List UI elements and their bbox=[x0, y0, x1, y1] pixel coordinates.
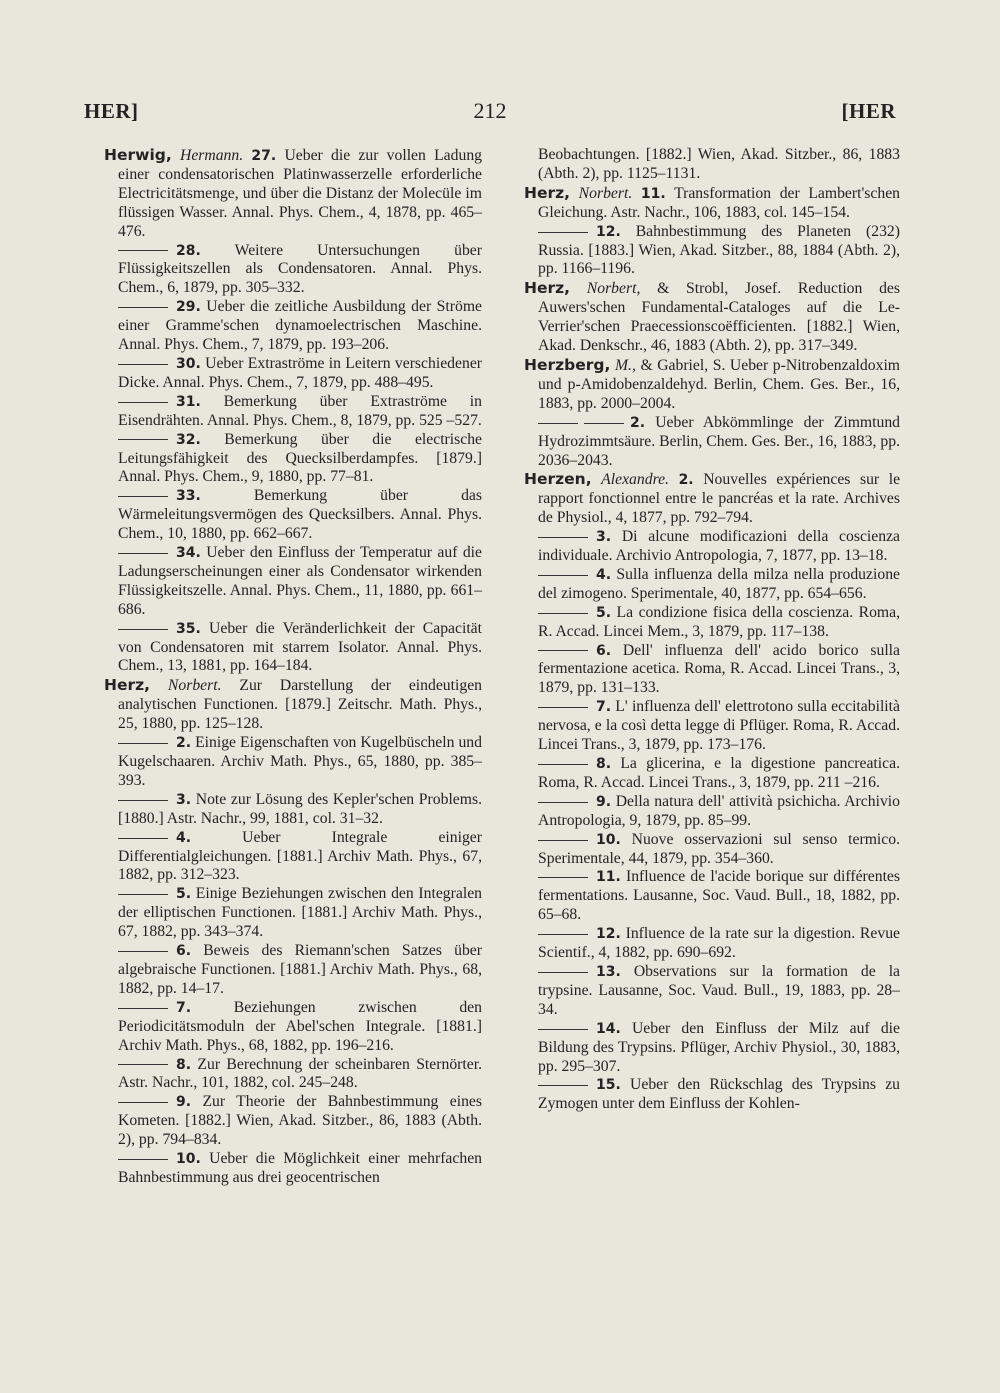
entry-text: Bemerkung über das Wärmeleitungsvermögen des Quecksilbers. Annal. Phys. Chem., 10, 1880, pp. 662–667. bbox=[118, 487, 483, 543]
entry-number: 11. bbox=[640, 185, 666, 202]
ditto-dash bbox=[118, 439, 168, 440]
ditto-dash bbox=[118, 743, 168, 744]
entry-number: 30. bbox=[176, 355, 201, 372]
entry-number: 12. bbox=[596, 926, 621, 943]
entry-number: 29. bbox=[176, 299, 201, 316]
bibliography-entry bbox=[524, 146, 900, 184]
bibliography-entry bbox=[524, 414, 900, 471]
bibliography-entry bbox=[104, 942, 482, 999]
entry-text: Ueber die zeitliche Ausbildung der Ströme einer Gramme'schen dynamoelectrischen Maschine. Annal. Phys. Chem., 7, 1879, pp. 193–206. bbox=[118, 298, 483, 354]
ditto-dash bbox=[538, 707, 588, 708]
bibliography-entry bbox=[524, 223, 900, 280]
author-given-name: Norbert. bbox=[578, 184, 633, 202]
bibliography-entry bbox=[524, 963, 900, 1020]
entry-text: Note zur Lösung des Kepler'schen Problems. [1880.] Astr. Nachr., 99, 1881, col. 31–32. bbox=[118, 790, 482, 827]
entry-text: Influence de l'acide borique sur différentes fermentations. Lausanne, Soc. Vaud. Bull., 18, 1882, pp. 65–68. bbox=[538, 868, 900, 924]
ditto-dash bbox=[538, 764, 588, 765]
entry-number: 10. bbox=[176, 1151, 201, 1168]
bibliography-entry bbox=[524, 642, 900, 699]
entry-number: 33. bbox=[176, 488, 201, 505]
entry-number: 4. bbox=[596, 566, 612, 583]
entry-number: 28. bbox=[176, 242, 201, 259]
entry-number: 3. bbox=[176, 791, 192, 808]
ditto-dash bbox=[538, 802, 588, 803]
entry-text: Beobachtungen. [1882.] Wien, Akad. Sitzber., 86, 1883 (Abth. 2), pp. 1125–1131. bbox=[538, 146, 900, 182]
entry-number: 32. bbox=[176, 431, 201, 448]
entry-text: Della natura dell' attività psichicha. Archivio Antropologia, 9, 1879, pp. 85–99. bbox=[538, 792, 900, 829]
bibliography-entry bbox=[524, 925, 900, 963]
bibliography-entry bbox=[524, 793, 900, 831]
author-name: Herz, bbox=[104, 676, 151, 695]
ditto-dash bbox=[538, 1029, 588, 1030]
bibliography-entry bbox=[104, 355, 482, 393]
entry-number: 13. bbox=[596, 963, 621, 980]
ditto-dash bbox=[118, 553, 168, 554]
entry-text: Weitere Untersuchungen über Flüssigkeitszellen als Condensatoren. Annal. Phys. Chem., 6, 1879, pp. 305–332. bbox=[118, 241, 482, 297]
entry-number: 35. bbox=[176, 620, 201, 637]
entry-number: 5. bbox=[596, 604, 612, 621]
bibliography-entry bbox=[524, 470, 900, 528]
bibliography-entry bbox=[524, 1020, 900, 1077]
entry-text: Influence de la rate sur la digestion. Revue Scientif., 4, 1882, pp. 690–692. bbox=[538, 925, 901, 962]
ditto-dash bbox=[118, 838, 168, 839]
author-given-name: Norbert, bbox=[586, 280, 641, 298]
entry-text: & Strobl, Josef. Reduction des Auwers'schen Fundamental-Cataloges auf die Le-Verrier'schen Praecessionscoëfficienten. [1882.] Wien, Akad. Denkschr., 46, 1883 (Abth. 2), pp. 317–349. bbox=[538, 280, 900, 355]
author-name: Herz, bbox=[524, 279, 571, 298]
bibliography-entry bbox=[104, 999, 482, 1056]
bibliography-entry bbox=[524, 755, 900, 793]
entry-number: 9. bbox=[596, 793, 612, 810]
bibliography-entry bbox=[524, 356, 900, 414]
entry-text: Bemerkung über Extraströme in Eisendrähten. Annal. Phys. Chem., 8, 1879, pp. 525 –527. bbox=[118, 392, 482, 429]
entry-number: 2. bbox=[630, 414, 646, 431]
entry-number: 6. bbox=[176, 943, 192, 960]
bibliography-entry bbox=[104, 431, 482, 488]
entry-number: 7. bbox=[596, 699, 612, 716]
entry-text: Nuove osservazioni sul senso termico. Sperimentale, 44, 1879, pp. 354–360. bbox=[538, 830, 900, 867]
entry-number: 34. bbox=[176, 545, 201, 562]
entry-number: 14. bbox=[596, 1020, 621, 1037]
bibliography-entry bbox=[524, 831, 900, 869]
bibliography-entry bbox=[104, 544, 482, 620]
entry-text: Ueber die Veränderlichkeit der Capacität von Condensatoren mit starrem Isolator. Annal. Phys. Chem., 13, 1881, pp. 164–184. bbox=[118, 619, 482, 675]
entry-text: Einige Eigenschaften von Kugelbüscheln und Kugelschaaren. Archiv Math. Phys., 65, 1880, pp. 385–393. bbox=[118, 734, 482, 789]
ditto-dash bbox=[118, 496, 168, 497]
bibliography-entry bbox=[104, 487, 482, 544]
entry-number: 12. bbox=[596, 223, 621, 240]
entry-number: 6. bbox=[596, 642, 612, 659]
bibliography-entry bbox=[104, 146, 482, 242]
entry-number: 3. bbox=[596, 529, 612, 546]
entry-text: Ueber den Einfluss der Milz auf die Bildung des Trypsins. Pflüger, Archiv Physiol., 30, 1883, pp. 295–307. bbox=[538, 1019, 901, 1075]
ditto-dash bbox=[538, 423, 578, 424]
entry-number: 11. bbox=[596, 869, 621, 886]
author-given-name: M., bbox=[614, 356, 636, 374]
ditto-dash bbox=[538, 650, 588, 651]
entry-text: La condizione fisica della coscienza. Roma, R. Accad. Lincei Mem., 3, 1879, pp. 117–138. bbox=[538, 603, 901, 640]
entry-text: Sulla influenza della milza nella produzione del zimogeno. Sperimentale, 40, 1877, pp. 654–656. bbox=[538, 565, 901, 602]
entry-text: Ueber Integrale einiger Differentialgleichungen. [1881.] Archiv Math. Phys., 67, 1882, pp. 312–323. bbox=[118, 828, 482, 884]
ditto-dash bbox=[538, 1085, 588, 1086]
bibliography-entry bbox=[524, 868, 900, 925]
bibliography-entry bbox=[104, 885, 482, 942]
left-column bbox=[104, 146, 482, 1188]
entry-text: La glicerina, e la digestione pancreatica. Roma, R. Accad. Lincei Trans., 3, 1879, pp. 211 –216. bbox=[538, 755, 900, 791]
entry-text: Bemerkung über die electrische Leitungsfähigkeit des Quecksilberdampfes. [1879.] Annal. Phys. Chem., 9, 1880, pp. 77–81. bbox=[118, 430, 483, 486]
entry-text: Einige Beziehungen zwischen den Integralen der elliptischen Functionen. [1881.] Archiv Math. Phys., 67, 1882, pp. 343–374. bbox=[118, 885, 482, 941]
bibliography-entry bbox=[524, 1076, 900, 1114]
entry-text: Observations sur la formation de la trypsine. Lausanne, Soc. Vaud. Bull., 19, 1883, pp. 28–34. bbox=[538, 962, 901, 1018]
author-given-name: Hermann. bbox=[179, 147, 244, 164]
ditto-dash bbox=[538, 613, 588, 614]
entry-text: Zur Theorie der Bahnbestimmung eines Kometen. [1882.] Wien, Akad. Sitzber., 86, 1883 (Abth. 2), pp. 794–834. bbox=[118, 1093, 482, 1149]
ditto-dash bbox=[538, 934, 588, 935]
entry-text: & Gabriel, S. Ueber p-Nitrobenzaldoxim und p-Amidobenzaldehyd. Berlin, Chem. Ges. Ber., 16, 1883, pp. 2000–2004. bbox=[538, 356, 901, 412]
bibliography-entry bbox=[104, 1056, 482, 1094]
entry-text: Ueber die zur vollen Ladung einer condensatorischen Platinwasserzelle erforderliche Electricitätsmenge, und über die Distanz der Molecüle im flüssigen Wasser. Annal. Phys. Chem., 4, 1878, pp. 465–476. bbox=[118, 147, 483, 240]
bibliography-entry bbox=[524, 184, 900, 223]
entry-text: Nouvelles expériences sur le rapport fonctionnel entre le pancréas et la rate. Archives de Physiol., 4, 1877, pp. 792–794. bbox=[538, 471, 901, 527]
bibliography-entry bbox=[104, 298, 482, 355]
header-left: HER] bbox=[84, 99, 139, 123]
author-name: Herzberg, bbox=[524, 355, 611, 374]
bibliography-entry bbox=[524, 279, 900, 356]
ditto-dash bbox=[538, 877, 588, 878]
entry-text: Ueber den Rückschlag des Trypsins zu Zymogen unter dem Einfluss der Kohlen- bbox=[538, 1076, 901, 1113]
ditto-dash bbox=[118, 402, 168, 403]
entry-text: Ueber die Möglichkeit einer mehrfachen Bahnbestimmung aus drei geocentrischen bbox=[118, 1150, 482, 1186]
author-given-name: Alexandre. bbox=[601, 471, 669, 489]
author-name: Herzen, bbox=[524, 470, 592, 489]
ditto-dash bbox=[538, 232, 588, 233]
entry-text: Bahnbestimmung des Planeten (232) Russia. [1883.] Wien, Akad. Sitzber., 88, 1884 (Abth. 2), pp. 1166–1196. bbox=[538, 222, 901, 278]
bibliography-entry bbox=[104, 393, 482, 431]
entry-number: 5. bbox=[176, 886, 192, 903]
entry-text: Transformation der Lambert'schen Gleichung. Astr. Nachr., 106, 1883, col. 145–154. bbox=[538, 184, 901, 221]
bibliography-entry bbox=[524, 698, 900, 755]
entry-number: 8. bbox=[596, 756, 612, 772]
entry-number: 31. bbox=[176, 393, 201, 410]
entry-text: Ueber Extraströme in Leitern verschiedener Dicke. Annal. Phys. Chem., 7, 1879, pp. 488–495. bbox=[118, 354, 483, 391]
running-header bbox=[84, 98, 896, 124]
ditto-dash bbox=[538, 972, 588, 973]
ditto-dash bbox=[118, 951, 168, 952]
entry-number: 7. bbox=[176, 999, 192, 1016]
ditto-dash bbox=[538, 840, 588, 841]
author-given-name: Norbert. bbox=[167, 677, 222, 695]
entry-text: Zur Darstellung der eindeutigen analytischen Functionen. [1879.] Zeitschr. Math. Phys., 25, 1880, pp. 125–128. bbox=[118, 677, 482, 733]
ditto-dash bbox=[118, 800, 168, 801]
entry-text: Dell' influenza dell' acido borico sulla fermentazione acetica. Roma, R. Accad. Lincei Trans., 3, 1879, pp. 131–133. bbox=[538, 641, 901, 697]
entry-number: 2. bbox=[678, 472, 694, 489]
ditto-dash bbox=[118, 250, 168, 251]
ditto-dash bbox=[118, 307, 168, 308]
author-name: Herwig, bbox=[104, 146, 172, 164]
bibliography-entry bbox=[524, 604, 900, 642]
ditto-dash bbox=[118, 364, 168, 365]
ditto-dash bbox=[118, 1102, 168, 1103]
entry-number: 2. bbox=[176, 735, 192, 752]
entry-text: Beziehungen zwischen den Periodicitätsmoduln der Abel'schen Integrale. [1881.] Archiv Math. Phys., 68, 1882, pp. 196–216. bbox=[118, 998, 482, 1054]
ditto-dash bbox=[118, 894, 168, 895]
entry-text: L' influenza dell' elettrotono sulla eccitabilità nervosa, e la così detta legge di Pflüger. Roma, R. Accad. Lincei Trans., 3, 1879, pp. 173–176. bbox=[538, 698, 900, 754]
ditto-dash bbox=[538, 575, 588, 576]
ditto-dash bbox=[584, 423, 624, 424]
entry-text: Beweis des Riemann'schen Satzes über algebraische Functionen. [1881.] Archiv Math. Phys., 68, 1882, pp. 14–17. bbox=[118, 942, 482, 997]
ditto-dash bbox=[118, 629, 168, 630]
author-name: Herz, bbox=[524, 183, 571, 202]
entry-text: Ueber Abkömmlinge der Zimmtund Hydrozimmtsäure. Berlin, Chem. Ges. Ber., 16, 1883, pp. 2036–2043. bbox=[538, 413, 901, 469]
entry-number: 27. bbox=[251, 148, 277, 164]
entry-text: Zur Berechnung der scheinbaren Sternörter. Astr. Nachr., 101, 1882, col. 245–248. bbox=[118, 1055, 482, 1092]
bibliography-entry bbox=[104, 676, 482, 734]
entry-text: Di alcune modificazioni della coscienza individuale. Archivio Antropologia, 7, 1877, pp. 13–18. bbox=[538, 528, 900, 565]
page-number: 212 bbox=[473, 98, 507, 123]
bibliography-entry bbox=[104, 1093, 482, 1150]
right-column bbox=[524, 146, 900, 1114]
ditto-dash bbox=[118, 1008, 168, 1009]
bibliography-entry bbox=[104, 829, 482, 886]
entry-number: 15. bbox=[596, 1077, 621, 1094]
entry-text: Ueber den Einfluss der Temperatur auf die Ladungserscheinungen einer als Condensator wirkenden Flüssigkeitszelle. Annal. Phys. Chem., 11, 1880, pp. 661–686. bbox=[118, 544, 482, 618]
ditto-dash bbox=[118, 1064, 168, 1065]
bibliography-entry bbox=[104, 620, 482, 677]
ditto-dash bbox=[538, 537, 588, 538]
bibliography-entry bbox=[104, 1150, 482, 1188]
header-right: [HER bbox=[841, 99, 896, 123]
bibliography-entry bbox=[104, 242, 482, 299]
entry-number: 9. bbox=[176, 1094, 192, 1111]
bibliography-entry bbox=[524, 528, 900, 566]
bibliography-entry bbox=[104, 734, 482, 791]
entry-number: 10. bbox=[596, 831, 621, 848]
entry-number: 8. bbox=[176, 1056, 192, 1073]
ditto-dash bbox=[118, 1159, 168, 1160]
bibliography-entry bbox=[524, 566, 900, 604]
entry-number: 4. bbox=[176, 829, 192, 846]
bibliography-entry bbox=[104, 791, 482, 829]
